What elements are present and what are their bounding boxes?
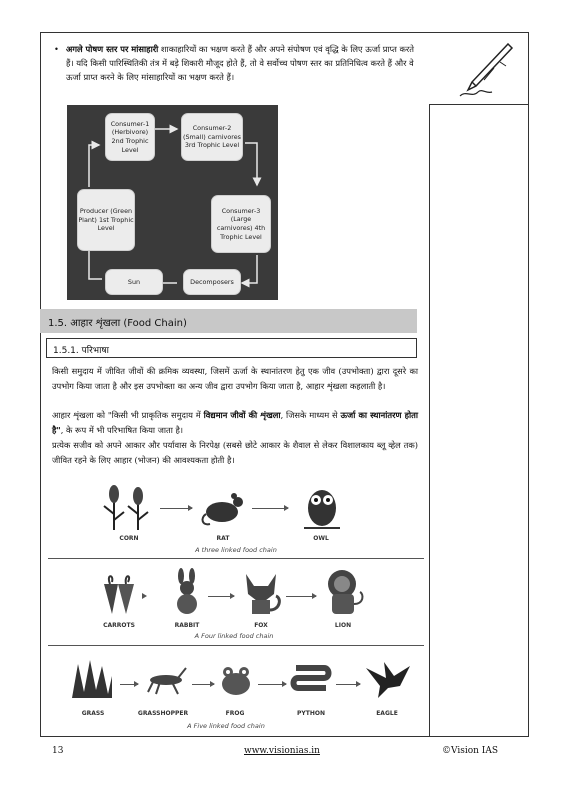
chain-label: FOX <box>254 622 268 629</box>
p2-text-e: , के रूप में भी परिभाषित किया जाता है। <box>60 424 184 435</box>
consumer-3-box: Consumer-3 (Large carnivores) 4th Trophic Level <box>211 195 271 253</box>
fox-icon <box>240 570 282 616</box>
chain-label: FROG <box>225 710 245 717</box>
consumer-2-box: Consumer-2 (Small) carnivores 3rd Trophic Level <box>181 113 243 161</box>
chain-label: OWL <box>313 535 329 542</box>
consumer-1-box: Consumer-1 (Herbivore) 2nd Trophic Level <box>105 113 155 161</box>
chain-caption: A Five linked food chain <box>187 722 265 730</box>
rabbit-icon <box>170 568 204 616</box>
owl-icon <box>302 484 342 530</box>
chain-label: RAT <box>216 535 230 542</box>
chain-label: PYTHON <box>297 710 325 717</box>
chain-arrow <box>258 684 286 685</box>
frog-icon <box>218 664 254 698</box>
chain-divider <box>48 558 424 559</box>
eagle-icon <box>364 658 412 700</box>
chain-arrow <box>208 596 234 597</box>
p2-bold-d: ऊर्जा का स्थानांतरण होता है" <box>52 410 419 435</box>
bullet-text: शाकाहारियों का भक्षण करते हैं और अपने संपोषण एवं वृद्धि के लिए ऊर्जा प्राप्त करते हैं। यदि किसी पारिस्थितिकी तंत्र में बड़े शिकारी मौजूद होते हैं, तो वे सर्वोच्च पोषण स्तर का प्रतिनिधित्व करते हैं और वे ऊर्जा प्राप्त करने के लिए मांसाहारियों का भक्षण करते हैं। <box>66 44 415 82</box>
page-number: 13 <box>52 746 64 756</box>
chain-label: CARROTS <box>103 622 135 629</box>
chain-arrow <box>286 596 316 597</box>
chain-label: GRASS <box>81 710 105 717</box>
python-icon <box>290 662 332 700</box>
chain-caption: A three linked food chain <box>195 546 277 554</box>
section-heading: 1.5. आहार शृंखला (Food Chain) <box>40 309 417 333</box>
p2-bold-b: विद्यमान जीवों की शृंखला <box>203 410 281 420</box>
trophic-level-diagram <box>67 105 278 300</box>
chain-arrow <box>120 684 138 685</box>
p2-text-a: आहार शृंखला को "किसी भी प्राकृतिक समुदाय में <box>52 410 204 420</box>
sun-box: Sun <box>105 269 163 295</box>
definition-paragraph: किसी समुदाय में जीवित जीवों की क्रमिक व्यवस्था, जिसमें ऊर्जा के स्थानांतरण हेतु एक जीव (उपभोक्ता) द्वारा दूसरे का उपभोग किया जाता है और इस उपभोक्ता का अन्य जीव द्वारा उपभोग किया जाता है, आहार शृंखला कहलाती है। <box>52 366 418 391</box>
pen-writing-icon <box>454 40 514 100</box>
producer-box: Producer (Green Plant) 1st Trophic Level <box>77 189 135 251</box>
grass-icon <box>68 658 116 700</box>
lion-icon <box>322 568 366 616</box>
chain-label: GRASSHOPPER <box>137 710 189 717</box>
chain-arrow <box>160 508 192 509</box>
chain-label: CORN <box>119 535 139 542</box>
chain-arrow <box>252 508 288 509</box>
chain-divider <box>48 645 424 646</box>
chain-label: RABBIT <box>174 622 200 629</box>
chain-label: EAGLE <box>376 710 398 717</box>
carrots-icon <box>94 570 142 616</box>
bullet-paragraph: • अगले पोषण स्तर पर मांसाहारी शाकाहारियों का भक्षण करते हैं और अपने संपोषण एवं वृद्धि के लिए ऊर्जा प्राप्त करते हैं। यदि किसी पारिस्थितिकी तंत्र में बड़े शिकारी मौजूद होते हैं, तो वे सर्वोच्च पोषण स्तर का प्रतिनिधित्व करते हैं और वे ऊर्जा प्राप्त करने के लिए मांसाहारियों का भक्षण करते हैं। <box>54 44 415 82</box>
bullet-bold-text: अगले पोषण स्तर पर मांसाहारी <box>66 44 159 54</box>
grasshopper-icon <box>144 666 188 696</box>
rat-icon <box>200 488 246 528</box>
corn-icon <box>102 484 154 532</box>
subsection-heading: 1.5.1. परिभाषा <box>46 338 417 358</box>
website-link[interactable]: www.visionias.in <box>244 746 320 756</box>
food-chain-definition <box>52 408 418 437</box>
p2-text-c: , जिसके माध्यम से <box>280 410 341 420</box>
copyright-brand: ©Vision IAS <box>442 746 499 756</box>
decomposers-box: Decomposers <box>183 269 241 295</box>
chain-arrow <box>192 684 214 685</box>
food-chain-illustrations <box>40 478 429 736</box>
food-requirement-paragraph: प्रत्येक सजीव को अपने आकार और पर्यावास के निरपेक्ष (सबसे छोटे आकार के शैवाल से लेकर विशालकाय ब्लू व्हेल तक) जीवित रहने के लिए आहार (भोजन) की आवश्यकता होती है। <box>52 440 418 465</box>
chain-arrow <box>336 684 360 685</box>
notes-column <box>429 104 529 737</box>
chain-caption: A Four linked food chain <box>194 632 274 640</box>
chain-label: LION <box>334 622 352 629</box>
